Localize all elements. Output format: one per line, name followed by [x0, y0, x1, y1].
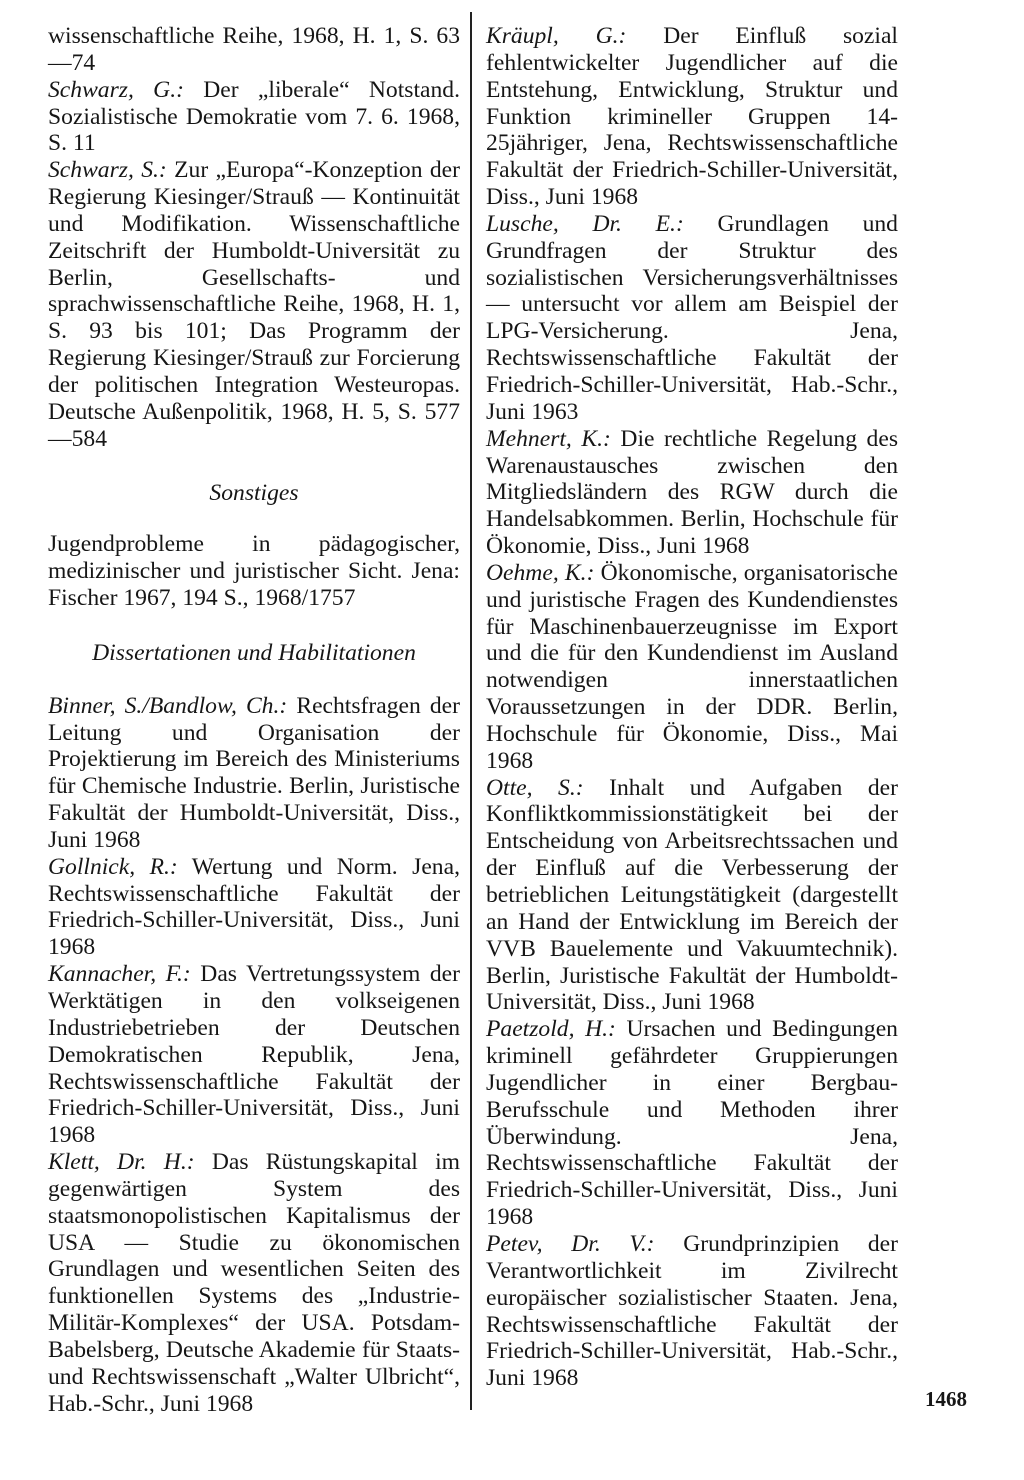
column-divider: [470, 12, 472, 1410]
entry-author: Mehnert, K.:: [486, 425, 611, 452]
bibliography-entry: [486, 426, 898, 560]
entry-text: Ursachen und Bedingungen kriminell gefährdeter Gruppierungen Jugendlicher in einer Bergbau-Berufsschule und Methoden ihrer Überwindung. Jena, Rechtswissenschaftliche Fakultät der Friedrich-Schiller-Universität, Diss., Juni 1968: [486, 1016, 898, 1231]
entry-author: Schwarz, G.:: [48, 76, 184, 103]
entry-text: Grundprinzipien der Verantwortlichkeit im Zivilrecht europäischer sozialistischer Staaten. Jena, Rechtswissenschaftliche Fakultät der Friedrich-Schiller-Universität, Hab.-Schr., Juni 1968: [486, 1230, 898, 1392]
entry-text: Der Einfluß sozial fehlentwickelter Jugendlicher auf die Entstehung, Entwicklung, Struktur und Funktion krimineller Gruppen 14-25jähriger, Jena, Rechtswissenschaftliche Fakultät der Friedrich-Schiller-Universität, Diss., Juni 1968: [486, 23, 898, 211]
entry-author: Klett, Dr. H.:: [48, 1149, 195, 1176]
entry-text: Wertung und Norm. Jena, Rechtswissenschaftliche Fakultät der Friedrich-Schiller-Universität, Diss., Juni 1968: [48, 853, 460, 961]
entry-text: Der „liberale“ Notstand. Sozialistische Demokratie vom 7. 6. 1968, S. 11: [48, 76, 460, 157]
entry-text: Das Rüstungskapital im gegenwärtigen System des staatsmonopolistischen Kapitalismus der USA — Studie zu ökonomischen Grundlagen und wesentlichen Seiten des funktionellen Systems des „Industrie-Militär-Komplexes“ der USA. Potsdam-Babelsberg, Deutsche Akademie für Staats- und Rechtswissenschaft „Walter Ulbricht“, Hab.-Schr., Juni 1968: [48, 1149, 461, 1417]
entry-author: Lusche, Dr. E.:: [486, 210, 684, 237]
bibliography-entry: [48, 693, 460, 854]
bibliography-entry: [48, 23, 460, 77]
bibliography-entry: [486, 775, 898, 1017]
entry-text: Rechtsfragen der Leitung und Organisation der Projektierung im Bereich des Ministeriums für Chemische Industrie. Berlin, Juristische Fakultät der Humboldt-Universität, Diss., Juni 1968: [48, 692, 461, 853]
bibliography-entry: [486, 23, 898, 211]
entry-author: Kannacher, F.:: [48, 961, 191, 988]
entry-author: Kräupl, G.:: [486, 23, 627, 49]
bibliography-entry: [486, 211, 898, 426]
bibliography-entry: [486, 1016, 898, 1231]
entry-author: Oehme, K.:: [486, 559, 595, 586]
page-number: 1468: [925, 1387, 967, 1411]
entry-text: Ökonomische, organisatorische und juristische Fragen des Kundendienstes für Maschinenbauerzeugnisse im Export und die für den Kundendienst im Ausland notwendigen innerstaatlichen Voraussetzungen in der DDR. Berlin, Hochschule für Ökonomie, Diss., Mai 1968: [486, 559, 898, 774]
entry-author: Gollnick, R.:: [48, 853, 178, 880]
entry-text: Das Vertretungssystem der Werktätigen in den volkseigenen Industriebetrieben der Deutschen Demokratischen Republik, Jena, Rechtswissenschaftliche Fakultät der Friedrich-Schiller-Universität, Diss., Juni 1968: [48, 961, 461, 1149]
left-column: [48, 23, 460, 1418]
entry-text: Grundlagen und Grundfragen der Struktur des sozialistischen Versicherungsverhältnisses — untersucht vor allem am Beispiel der LPG-Versicherung. Jena, Rechtswissenschaftliche Fakultät der Friedrich-Schiller-Universität, Hab.-Schr., Juni 1963: [486, 210, 898, 425]
section-heading-sonstiges: Sonstiges: [209, 479, 299, 506]
bibliography-entry: [48, 961, 460, 1149]
bibliography-entry: [48, 77, 460, 158]
entry-text: Die rechtliche Regelung des Warenaustausches zwischen den Mitgliedsländern des RGW durch die Handelsabkommen. Berlin, Hochschule für Ökonomie, Diss., Juni 1968: [486, 425, 899, 560]
bibliography-entry: [486, 1231, 898, 1392]
right-column: [486, 23, 898, 1392]
entry-author: Otte, S.:: [486, 774, 584, 801]
bibliography-entry: [48, 531, 460, 612]
entry-text: Zur „Europa“-Konzeption der Regierung Kiesinger/Strauß — Kontinuität und Modifikation. Wissenschaftliche Zeitschrift der Humboldt-Universität zu Berlin, Gesellschafts- und sprachwissenschaftliche Reihe, 1968, H. 1, S. 93 bis 101; Das Programm der Regierung Kiesinger/Strauß zur Forcierung der politischen Integration Westeuropas. Deutsche Außenpolitik, 1968, H. 5, S. 577—584: [48, 157, 460, 452]
entry-author: Binner, S./Bandlow, Ch.:: [48, 692, 288, 719]
entry-text: wissenschaftliche Reihe, 1968, H. 1, S. 63—74: [48, 23, 460, 76]
entry-author: Schwarz, S.:: [48, 157, 167, 184]
section-heading-dissertationen: Dissertationen und Habilitationen: [92, 639, 416, 666]
entry-text: Jugendprobleme in pädagogischer, medizinischer und juristischer Sicht. Jena: Fischer 1967, 194 S., 1968/1757: [48, 531, 460, 612]
bibliography-entry: [48, 854, 460, 961]
bibliography-entry: [48, 1149, 460, 1417]
entry-author: Paetzold, H.:: [486, 1016, 616, 1043]
bibliography-entry: [48, 157, 460, 452]
bibliography-entry: [486, 560, 898, 775]
entry-text: Inhalt und Aufgaben der Konfliktkommissionstätigkeit bei der Entscheidung von Arbeitsrechtssachen und der Einfluß auf die Verbesserung der betrieblichen Leitungstätigkeit (dargestellt an Hand der Entwicklung im Bereich der VVB Bauelemente und Vakuumtechnik). Berlin, Juristische Fakultät der Humboldt-Universität, Diss., Juni 1968: [486, 774, 898, 1016]
entry-author: Petev, Dr. V.:: [486, 1230, 655, 1257]
